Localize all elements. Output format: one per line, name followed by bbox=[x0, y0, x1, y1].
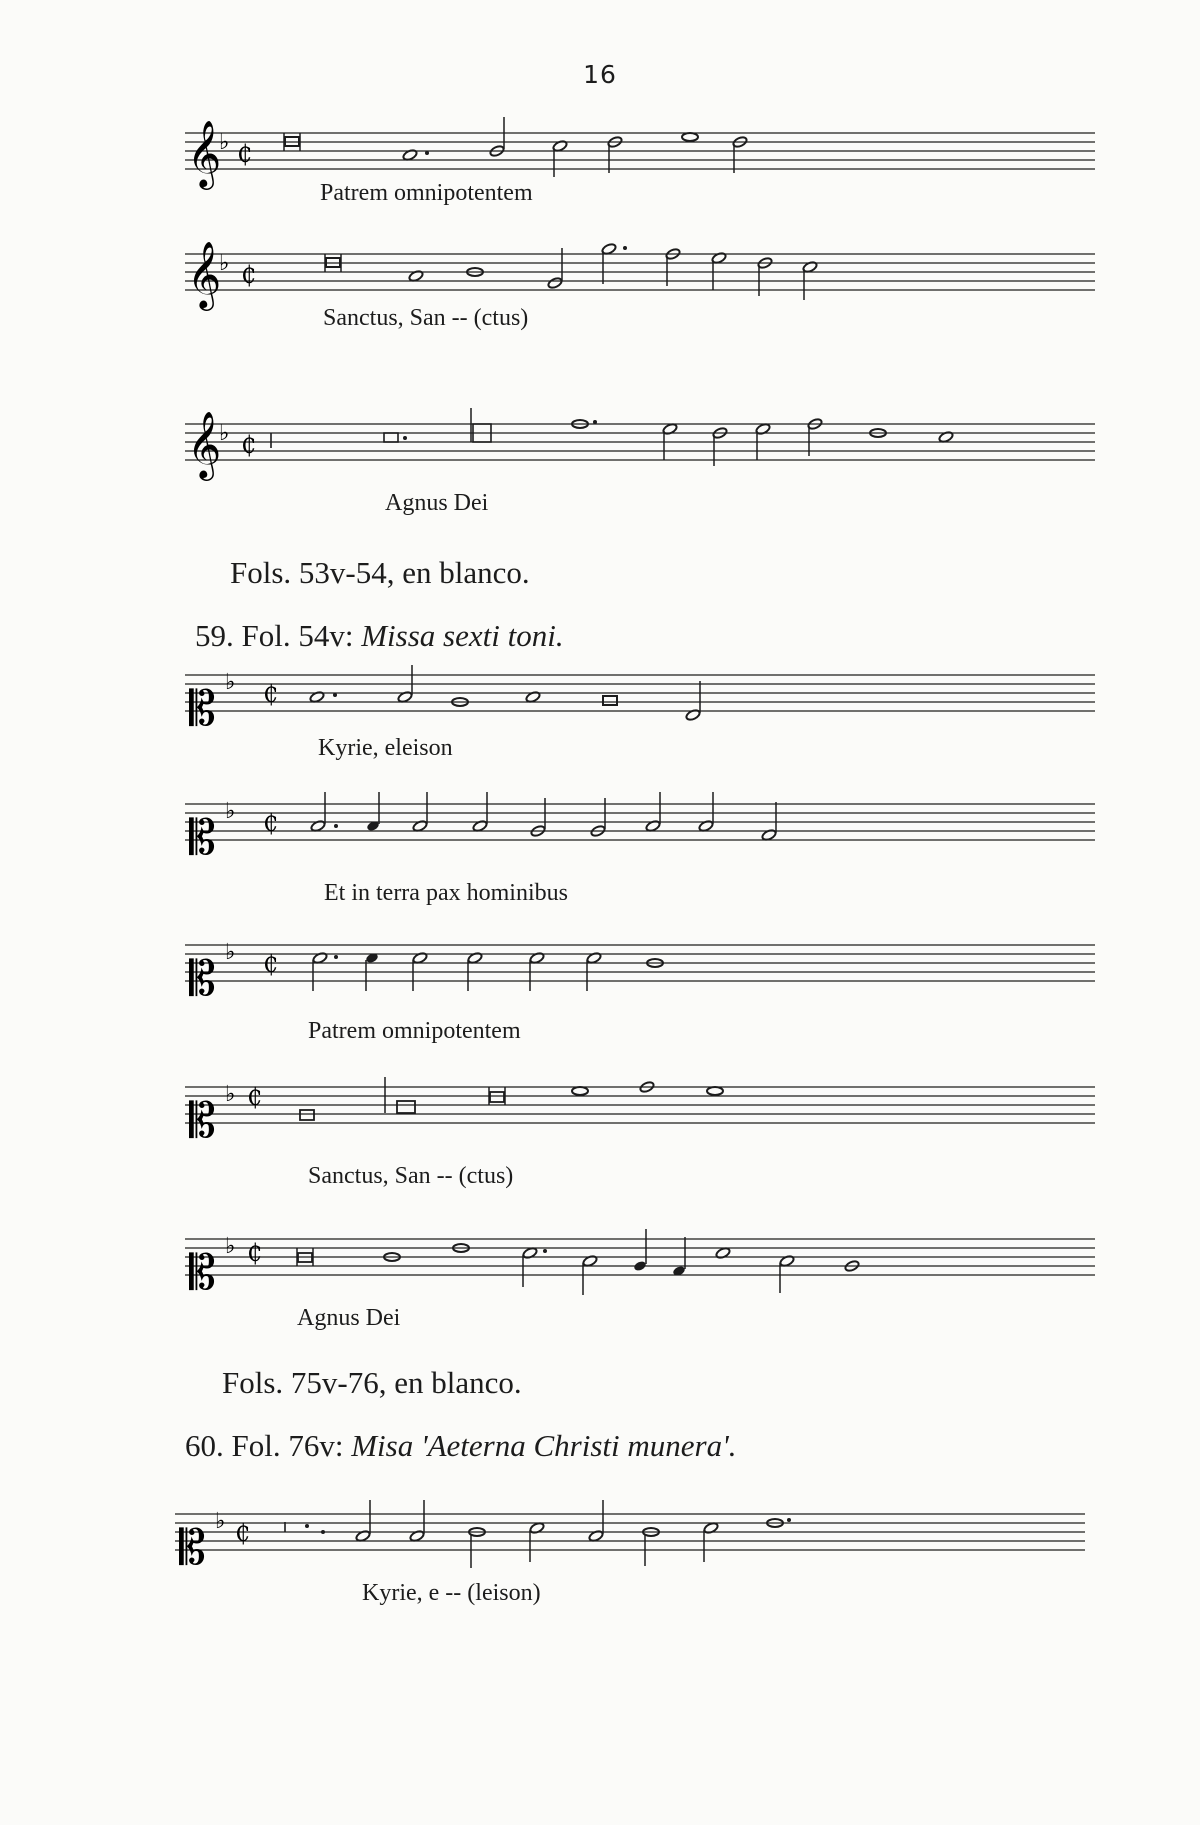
incipit-label: Kyrie, eleison bbox=[318, 735, 453, 761]
incipit-label: Patrem omnipotentem bbox=[320, 180, 533, 206]
section-59-title: Missa sexti toni. bbox=[361, 618, 564, 653]
incipit-label: Et in terra pax hominibus bbox=[324, 880, 568, 906]
blank-folios-note: Fols. 75v-76, en blanco. bbox=[222, 1365, 522, 1400]
incipit-label: Kyrie, e -- (leison) bbox=[362, 1580, 541, 1606]
flat-icon: ♭ bbox=[225, 670, 236, 695]
cut-time-icon: ₵ bbox=[263, 680, 279, 708]
music-staff-gloria bbox=[185, 790, 1095, 870]
music-staff-sanctus bbox=[185, 238, 1095, 318]
music-staff-kyrie-60 bbox=[175, 1500, 1085, 1585]
treble-clef-icon: 𝄞 bbox=[187, 240, 222, 308]
c-clef-icon: 𝄡 bbox=[189, 1093, 216, 1149]
music-staff-sanctus-59 bbox=[185, 1075, 1095, 1155]
flat-icon: ♭ bbox=[219, 421, 230, 446]
section-60-title: Misa 'Aeterna Christi munera'. bbox=[351, 1428, 737, 1463]
cut-time-icon: ₵ bbox=[247, 1239, 263, 1267]
c-clef-icon: 𝄡 bbox=[189, 681, 216, 737]
flat-icon: ♭ bbox=[215, 1509, 226, 1534]
treble-clef-icon: 𝄞 bbox=[187, 119, 222, 187]
treble-clef-icon: 𝄞 bbox=[187, 410, 222, 478]
flat-icon: ♭ bbox=[225, 940, 236, 965]
c-clef-icon: 𝄡 bbox=[189, 951, 216, 1007]
incipit-label: Agnus Dei bbox=[385, 490, 489, 516]
cut-time-icon: ₵ bbox=[237, 140, 253, 168]
page-number: 16 bbox=[583, 60, 617, 89]
cut-time-icon: ₵ bbox=[235, 1519, 251, 1547]
flat-icon: ♭ bbox=[225, 799, 236, 824]
cut-time-icon: ₵ bbox=[241, 431, 257, 459]
cut-time-icon: ₵ bbox=[247, 1083, 263, 1111]
flat-icon: ♭ bbox=[219, 251, 230, 276]
music-staff-agnus-59 bbox=[185, 1225, 1095, 1305]
c-clef-icon: 𝄡 bbox=[189, 810, 216, 866]
music-staff-credo bbox=[185, 935, 1095, 1015]
incipit-label: Sanctus, San -- (ctus) bbox=[308, 1163, 514, 1189]
section-59-heading bbox=[195, 618, 564, 654]
incipit-label: Patrem omnipotentem bbox=[308, 1018, 521, 1044]
section-60-ref: 60. Fol. 76v: bbox=[185, 1428, 352, 1463]
flat-icon: ♭ bbox=[225, 1082, 236, 1107]
section-59-ref: 59. Fol. 54v: bbox=[195, 618, 362, 653]
section-60-heading bbox=[185, 1428, 736, 1464]
music-staff-agnus bbox=[185, 408, 1095, 488]
cut-time-icon: ₵ bbox=[241, 261, 257, 289]
incipit-label: Sanctus, San -- (ctus) bbox=[323, 305, 529, 331]
c-clef-icon: 𝄡 bbox=[189, 1245, 216, 1301]
music-staff-kyrie bbox=[185, 665, 1095, 745]
flat-icon: ♭ bbox=[225, 1234, 236, 1259]
c-clef-icon: 𝄡 bbox=[179, 1520, 206, 1576]
incipit-label: Agnus Dei bbox=[297, 1305, 401, 1331]
cut-time-icon: ₵ bbox=[263, 809, 279, 837]
cut-time-icon: ₵ bbox=[263, 950, 279, 978]
note bbox=[682, 133, 698, 141]
flat-icon: ♭ bbox=[219, 130, 230, 155]
blank-folios-note: Fols. 53v-54, en blanco. bbox=[230, 555, 530, 590]
